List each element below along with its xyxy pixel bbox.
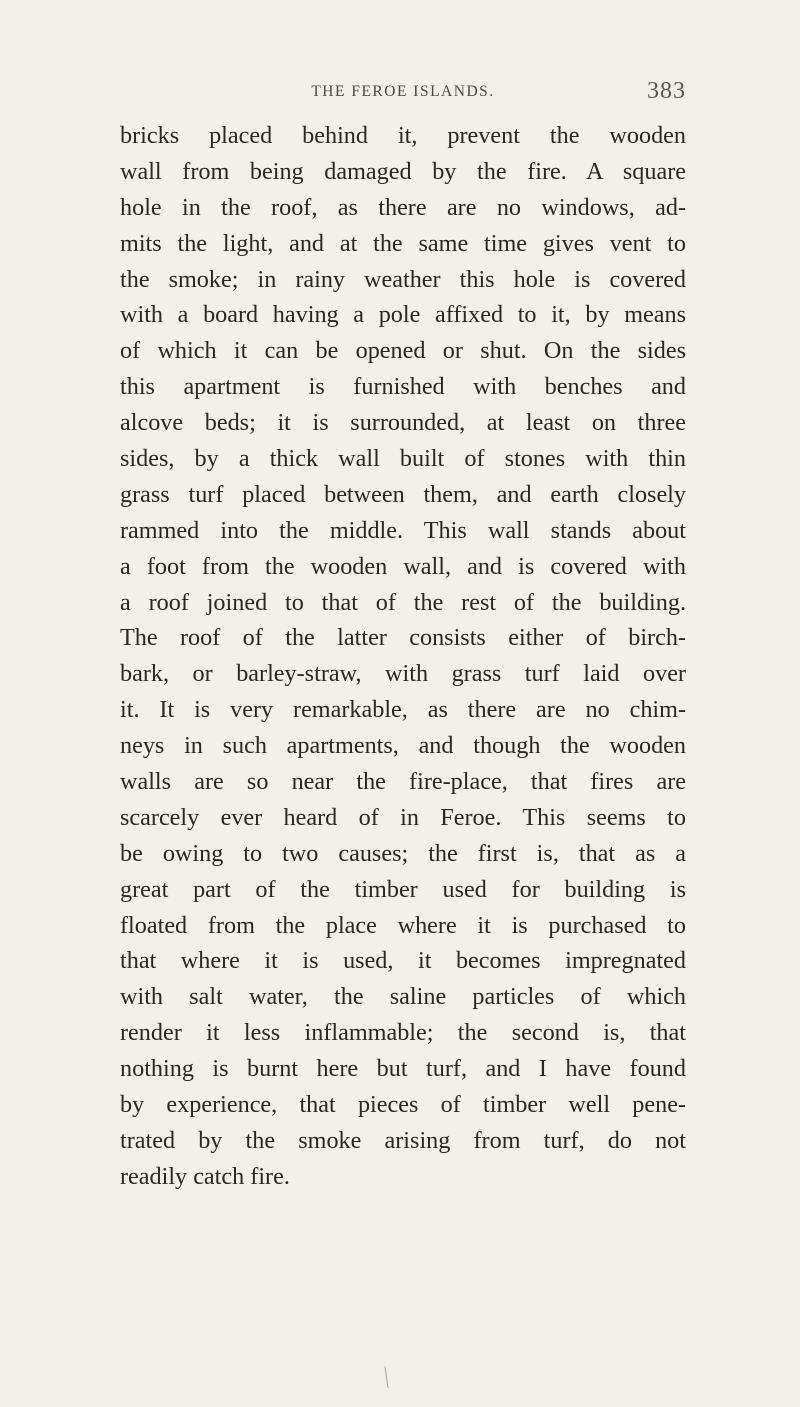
ink-mark — [384, 1366, 392, 1388]
text-line: by experience, that pieces of timber well pene- — [120, 1091, 686, 1119]
text-line: trated by the smoke arising from turf, do not — [120, 1126, 686, 1154]
text-line: great part of the timber used for building is — [120, 875, 686, 903]
text-line: bricks placed behind it, prevent the wooden — [120, 122, 686, 149]
text-line: a roof joined to that of the rest of the building. — [120, 588, 686, 616]
text-line: neys in such apartments, and though the wooden — [120, 732, 686, 760]
running-head — [120, 78, 686, 110]
text-line: a foot from the wooden wall, and is covered with — [120, 552, 686, 580]
text-line: this apartment is furnished with benches and — [120, 373, 686, 401]
text-line: readily catch fire. — [120, 1162, 290, 1190]
text-line: of which it can be opened or shut. On the sides — [120, 337, 686, 365]
text-line: sides, by a thick wall built of stones with thin — [120, 445, 686, 473]
text-line: scarcely ever heard of in Feroe. This seems to — [120, 803, 686, 831]
text-line: walls are so near the fire-place, that fires are — [120, 768, 686, 796]
text-line: with a board having a pole affixed to it, by means — [120, 301, 686, 329]
page-number: 383 — [647, 78, 686, 104]
text-line: with salt water, the saline particles of which — [120, 983, 686, 1011]
text-line: render it less inflammable; the second is, that — [120, 1019, 686, 1047]
text-line: mits the light, and at the same time gives vent to — [120, 229, 686, 257]
text-line: nothing is burnt here but turf, and I have found — [120, 1055, 686, 1083]
text-line: be owing to two causes; the first is, that as a — [120, 839, 686, 867]
text-line: rammed into the middle. This wall stands about — [120, 516, 686, 544]
text-line: hole in the roof, as there are no windows, ad- — [120, 193, 686, 221]
running-title: THE FEROE ISLANDS. — [311, 83, 495, 100]
text-line: floated from the place where it is purchased to — [120, 911, 686, 939]
text-line: that where it is used, it becomes impregnated — [120, 947, 686, 975]
text-line: the smoke; in rainy weather this hole is covered — [120, 265, 686, 293]
text-line: wall from being damaged by the fire. A square — [120, 157, 686, 185]
text-line: The roof of the latter consists either of birch- — [120, 624, 686, 652]
text-line: grass turf placed between them, and earth closely — [120, 480, 686, 508]
text-line: alcove beds; it is surrounded, at least on three — [120, 409, 686, 437]
text-line: it. It is very remarkable, as there are no chim- — [120, 696, 686, 724]
text-line: bark, or barley-straw, with grass turf laid over — [120, 660, 686, 688]
body-text — [120, 118, 686, 1195]
